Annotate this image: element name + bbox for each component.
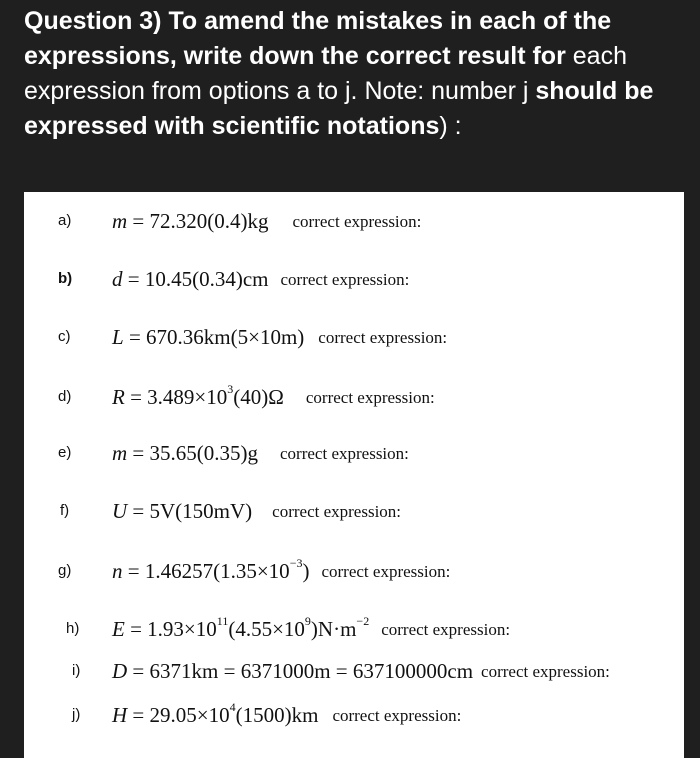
expression-formula: L = 670.36km(5×10m) correct expression: — [112, 325, 448, 349]
correct-expression-label: correct expression: — [321, 562, 451, 581]
expression-formula: $E = 1.93\times 10^{11}(4.55\times 10^9)N\cdot m^{-2}$ correct expression: — [112, 614, 511, 641]
row-letter: f) — [60, 502, 70, 519]
expression-formula: $n = 1.46257(1.35\times 10^{-3})$ correct expression: — [112, 556, 451, 583]
row-letter: j) — [72, 706, 81, 723]
expression-formula: m = 72.320(0.4)kg correct expression: — [112, 209, 422, 233]
correct-expression-label: correct expression: — [381, 620, 511, 639]
correct-expression-label: correct expression: — [272, 502, 402, 521]
expression-row-h — [24, 614, 684, 644]
row-letter: d) — [58, 388, 72, 405]
correct-expression-label: correct expression: — [292, 212, 422, 231]
heading-part-2: each expression from options a to j. Note: number j — [24, 42, 627, 105]
expression-formula: $H = 29.05\times 10^4(1500)km$ correct expression: — [112, 700, 462, 727]
expression-formula: U = 5V(150mV) correct expression: — [112, 499, 402, 523]
expression-row-a — [24, 206, 684, 236]
heading-part-1: Question 3) To amend the mistakes in each of the expressions, write down the correct result for — [24, 7, 612, 70]
correct-expression-label: correct expression: — [481, 662, 610, 681]
expression-row-d — [24, 382, 684, 412]
expressions-panel — [24, 192, 684, 758]
expression-row-f — [24, 496, 684, 526]
expression-row-c — [24, 322, 684, 352]
correct-expression-label: correct expression: — [305, 388, 435, 407]
expression-formula: D = 6371km = 6371000m = 637100000cm correct expression: — [112, 659, 610, 683]
expression-formula: $R = 3.489\times 10^3(40)\Omega$ correct expression: — [112, 382, 435, 409]
row-letter: c) — [58, 328, 71, 345]
correct-expression-label: correct expression: — [332, 706, 462, 725]
expression-row-g — [24, 556, 684, 586]
expression-row-e — [24, 438, 684, 468]
row-letter: a) — [58, 212, 72, 229]
row-letter: g) — [58, 562, 72, 579]
correct-expression-label: correct expression: — [318, 328, 448, 347]
row-letter: h) — [66, 620, 80, 637]
expression-formula: d = 10.45(0.34)cm correct expression: — [112, 267, 410, 291]
row-letter: b) — [58, 270, 73, 287]
question-heading — [24, 4, 689, 144]
expression-row-i — [24, 656, 684, 686]
correct-expression-label: correct expression: — [280, 444, 409, 463]
row-letter: i) — [72, 662, 81, 679]
expression-row-b — [24, 264, 684, 294]
correct-expression-label: correct expression: — [280, 270, 410, 289]
expression-row-j — [24, 700, 684, 730]
expression-formula: m = 35.65(0.35)g correct expression: — [112, 441, 409, 465]
heading-part-3: should be expressed with scientific notations — [24, 77, 654, 140]
row-letter: e) — [58, 444, 72, 461]
heading-part-4: ) : — [439, 112, 462, 140]
